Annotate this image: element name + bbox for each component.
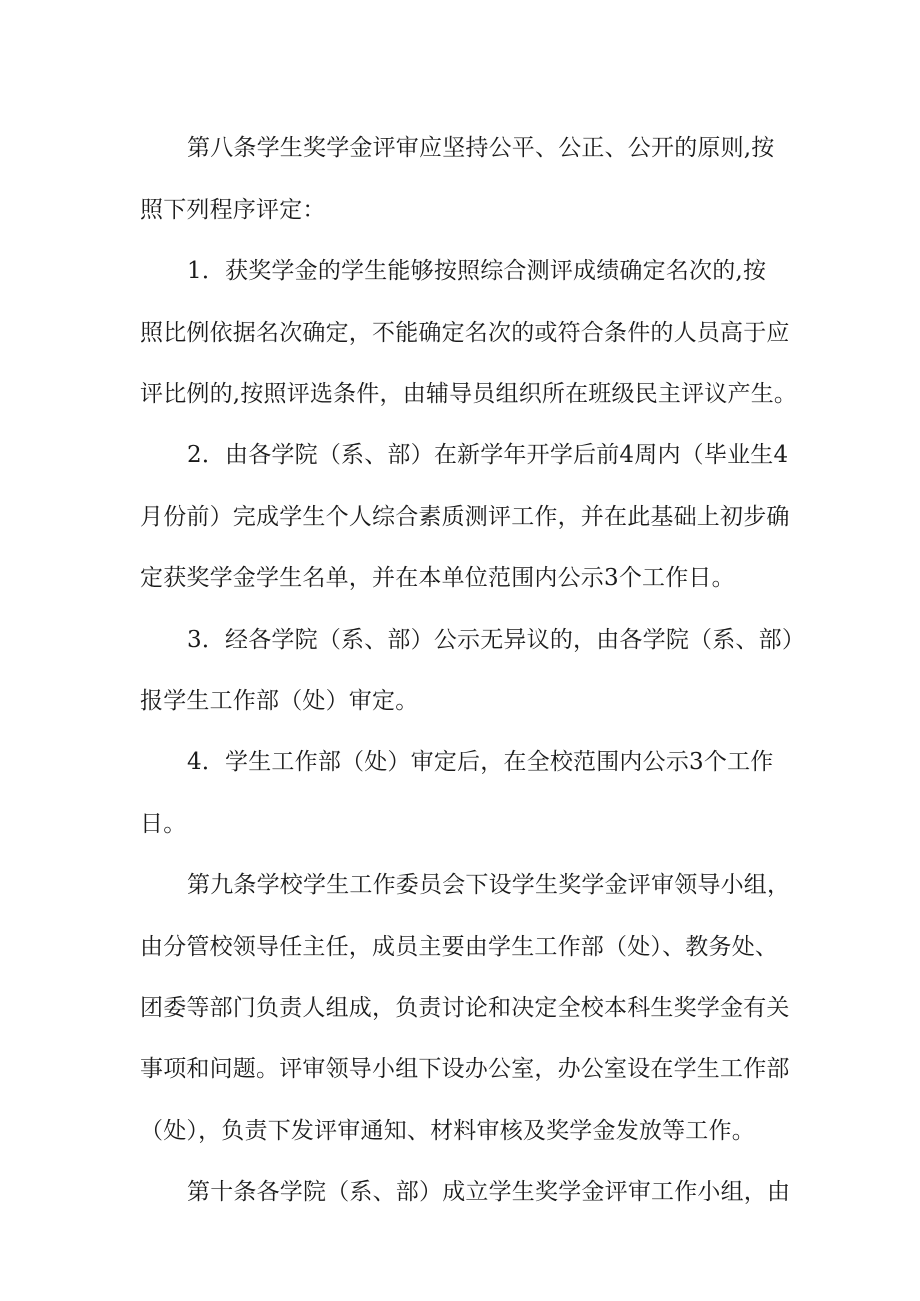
text-line: 月份前）完成学生个人综合素质测评工作，并在此基础上初步确 (140, 504, 790, 530)
text-line: 4．学生工作部（处）审定后，在全校范围内公示3个工作 (187, 749, 774, 775)
text-line: 第十条各学院（系、部）成立学生奖学金评审工作小组，由 (187, 1179, 791, 1205)
text-line: 事项和问题。评审领导小组下设办公室，办公室设在学生工作部 (140, 1056, 790, 1082)
text-line: 定获奖学金学生名单，并在本单位范围内公示3个工作日。 (140, 565, 735, 591)
text-line: 3．经各学院（系、部）公示无异议的，由各学院（系、部） (187, 627, 806, 653)
text-line: 评比例的,按照评选条件，由辅导员组织所在班级民主评议产生。 (140, 381, 798, 407)
text-line: 1．获奖学金的学生能够按照综合测评成绩确定名次的,按 (187, 258, 767, 284)
text-line: 由分管校领导任主任，成员主要由学生工作部（处）、教务处、 (140, 934, 779, 960)
text-line: 2．由各学院（系、部）在新学年开学后前4周内（毕业生4 (187, 442, 789, 468)
text-line: 报学生工作部（处）审定。 (140, 688, 419, 714)
text-line: 团委等部门负责人组成，负责讨论和决定全校本科生奖学金有关 (140, 995, 790, 1021)
text-line: （处），负责下发评审通知、材料审核及奖学金发放等工作。 (140, 1118, 755, 1144)
text-line: 第九条学校学生工作委员会下设学生奖学金评审领导小组， (187, 872, 791, 898)
text-line: 照比例依据名次确定，不能确定名次的或符合条件的人员高于应 (140, 320, 790, 346)
text-line: 日。 (140, 811, 187, 837)
text-line: 第八条学生奖学金评审应坚持公平、公正、公开的原则,按 (187, 135, 775, 161)
text-line: 照下列程序评定： (140, 197, 326, 223)
